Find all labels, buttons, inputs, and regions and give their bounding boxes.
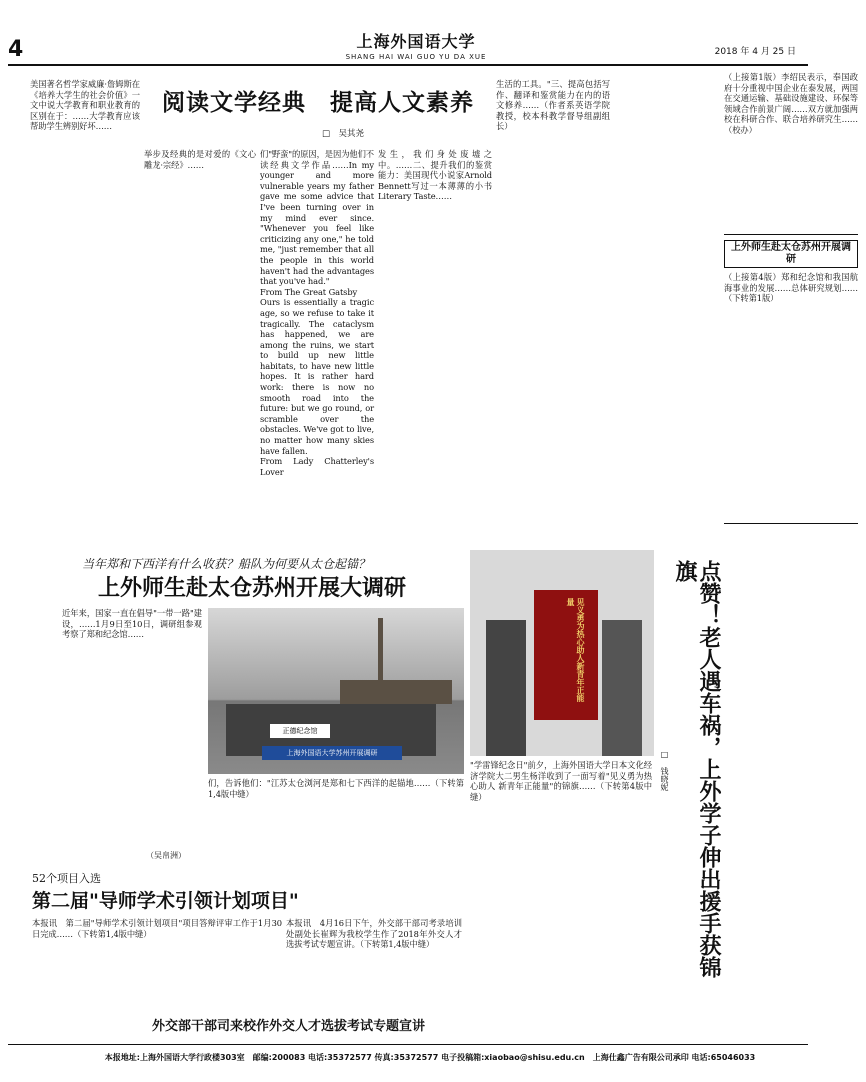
award-photo (470, 550, 654, 756)
survey-kicker: 当年郑和下西洋有什么收获？船队为何要从太仓起锚？ (82, 557, 371, 571)
right-divider-1 (724, 234, 858, 235)
right-top-brief: （上接第1版）李绍民表示，奉国政府十分重视中国企业在泰发展，两国在交通运输、基础设施建设、环保等领域合作前景广阔……双方就加强两校在科研合作、联合培养研究生……（校办） (724, 72, 858, 135)
footer-address: 本报地址:上海外国语大学行政楼303室 邮编:200083 电话:35372577 传真:35372577 电子投稿箱:xiaobao@shisu.edu.cn 上海仕鑫广告有限公司承印 电话:65046033 (104, 1053, 756, 1062)
survey-bottom-text: 们，告诉他们："江苏太仓浏河是郑和七下西洋的起锚地……（下转第1,4版中缝） (208, 778, 464, 799)
masthead-title: 上海外国语大学 (356, 32, 476, 51)
right-divider-2 (724, 523, 858, 524)
main-byline: □ 吴其尧 (322, 129, 365, 139)
program-text: 本报讯 第二届"导师学术引领计划项目"项目答辩评审工作于1月30日完成……（下转第1,4版中缝） (32, 918, 282, 939)
masthead-pinyin: SHANG HAI WAI GUO YU DA XUE (345, 53, 487, 61)
photo-banner: 上海外国语大学苏州开展调研 (262, 746, 402, 760)
main-col-4: 发生，我们身处废墟之中。……二、提升我们的鉴赏能力：美国现代小说家Arnold Bennett写过一本薄薄的小书Literary Taste…… (378, 149, 495, 202)
selection-text: 本报讯 4月16日下午，外交部干部司考录培训处副处长崔辉为我校学生作了2018年外交人才选拔考试专题宣讲。（下转第1,4版中缝） (286, 918, 462, 950)
photo-sign: 正德纪念馆 (270, 724, 330, 738)
award-vertical-headline: 点赞！老人遇车祸，上外学子伸出援手获锦旗 (672, 560, 722, 978)
ship-hull-shape (340, 680, 452, 704)
main-headline: 阅读文学经典 提高人文素养 (162, 89, 474, 116)
award-text: "学雷锋纪念日"前夕，上海外国语大学日本文化经济学院大二男生杨洋收到了一面写着"见义勇为热心助人 新青年正能量"的锦旗……（下转第4版中缝） (470, 760, 652, 802)
main-article (30, 75, 610, 547)
award-flag-text: 见义勇为热心助人新青年正能量 (566, 598, 586, 702)
ship-mast-shape (378, 618, 383, 684)
masthead (0, 0, 866, 64)
footer-rule (8, 1044, 808, 1045)
program-headline: 第二届"导师学术引领计划项目" (32, 890, 299, 912)
right-mid-box (724, 240, 858, 268)
main-col-1: 美国著名哲学家威廉·詹姆斯在《培养大学生的社会价值》一文中说大学教育和职业教育的区别在于：……大学教育应该帮助学生辨别好坏…… (30, 79, 140, 132)
award-person-left (486, 620, 526, 756)
main-col-5: 生活的工具。"三、提高包括写作、翻译和鉴赏能力在内的语文修养……（作者系英语学院教授，校本科教学督导组副组长） (496, 79, 610, 132)
page-number: 4 (8, 37, 24, 62)
award-author: □ 钱晓妮 (660, 750, 669, 791)
survey-headline: 上外师生赴太仓苏州开展大调研 (98, 575, 407, 601)
right-mid-text: （上接第4版）郑和纪念馆和我国航海事业的发展……总体研究规划……（下转第1版） (724, 272, 858, 304)
right-mid-heading: 上外师生赴太仓苏州开展调研 (731, 242, 851, 265)
main-col-3: 们"野蛮"的原因，是因为他们不读经典文学作品……In my younger and more vulnerable years my father gave me some advice that I've been turning over in my mind ever since. "Whenever you feel like criticizing any one," he told me, "just remember that all the people in this world haven't had the advantages that you've had." From The Great Gatsby Ours is essentially a tragic age, so we refuse to take it tragically. The cataclysm has happened, we are among the ruins, we start to build up new little habitats, to have new little hopes. It is rather hard work: there is now no smooth road into the future: but we go round, or scramble over the obstacles. We've got to live, no matter how many skies have fallen. From Lady Chatterley's Lover (260, 149, 374, 477)
program-kicker: 52个项目入选 (32, 872, 101, 885)
survey-caption: （吴帛洲） (146, 851, 186, 860)
award-person-right (602, 620, 642, 756)
survey-photo (208, 608, 464, 774)
masthead-date: 2018 年 4 月 25 日 (714, 47, 796, 57)
survey-left-text: 近年来，国家一直在倡导"一带一路"建设，……1月9日至10日，调研组参观考察了郑和纪念馆…… (62, 608, 202, 640)
selection-headline: 外交部干部司来校作外交人才选拔考试专题宣讲 (152, 1019, 426, 1034)
masthead-rule (8, 64, 808, 66)
main-col-2: 举步及经典的是对爱的《文心雕龙·宗经》…… (144, 149, 256, 170)
